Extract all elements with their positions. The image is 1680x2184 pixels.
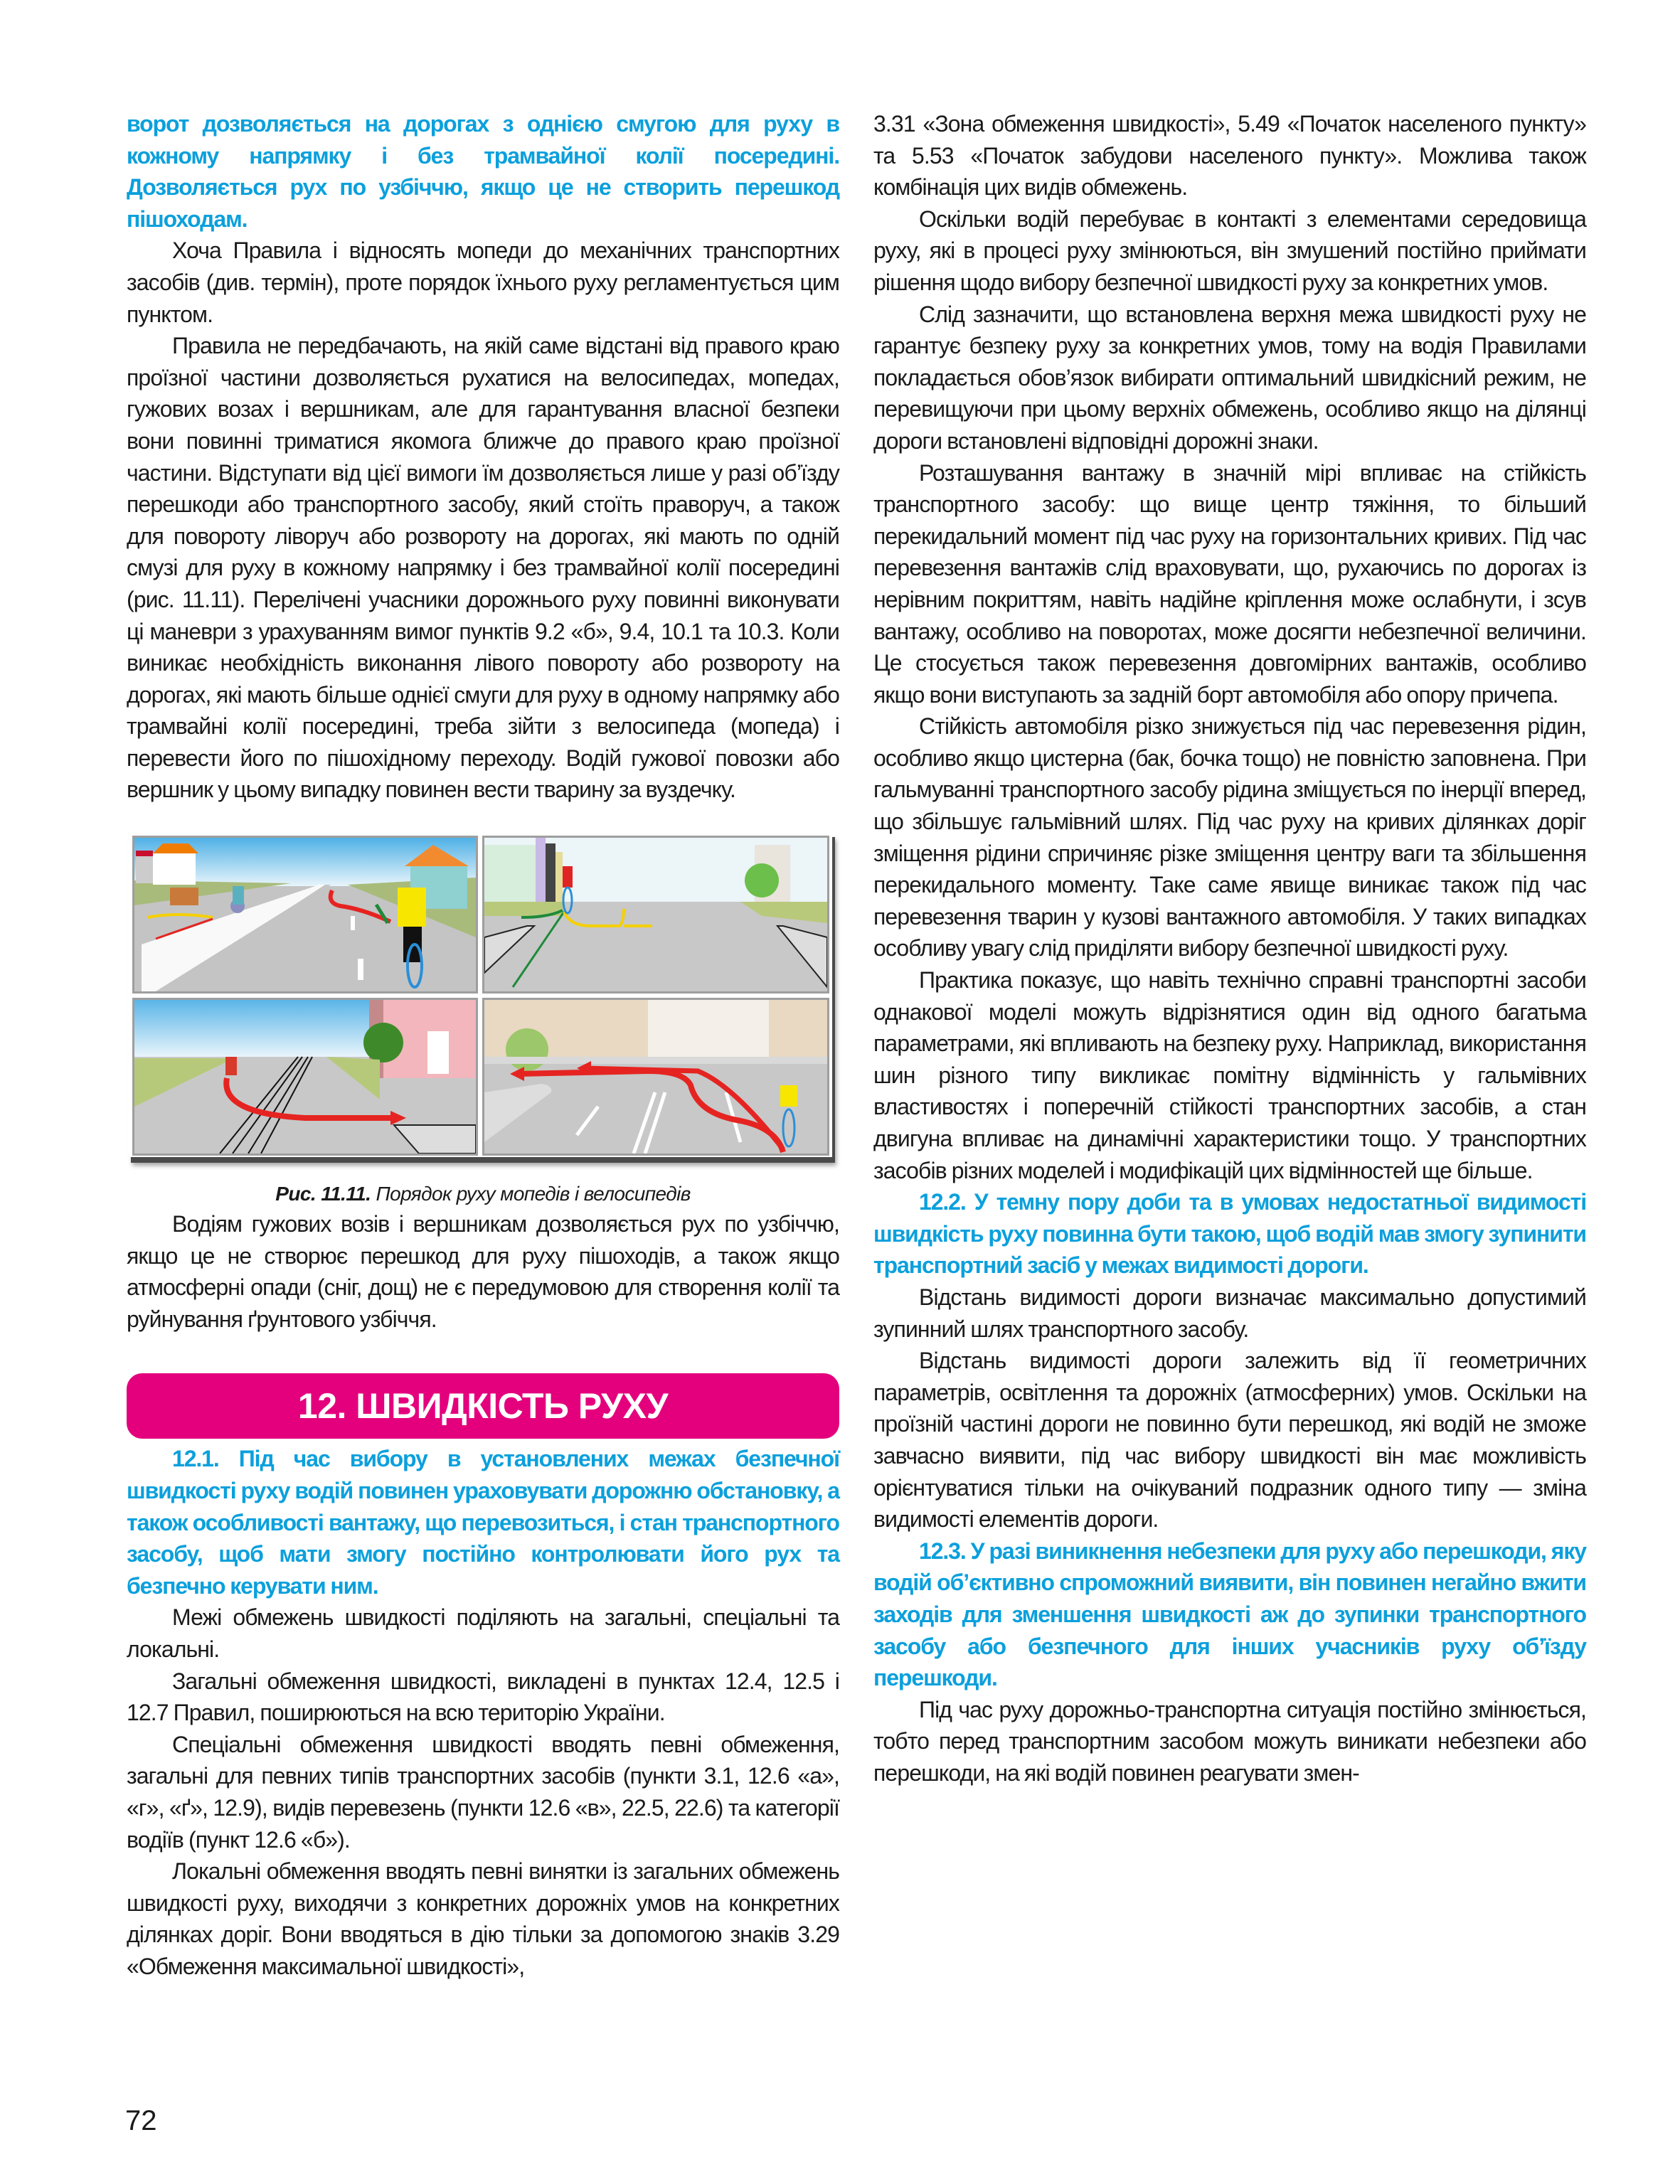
body-paragraph: Водіям гужових возів і вершникам дозволяється рух по узбіччю, якщо це не створює перешкод для руху пішоходів, а також якщо атмосферні опади (сніг, дощ) не є передумовою для створення колії та руйнування ґрунтового узбіччя. xyxy=(127,1211,839,1332)
figure-panel-multilane xyxy=(482,998,829,1156)
body-paragraph: Практика показує, що навіть технічно справні транспортні засоби однакової моделі можуть відрізнятися один від одного багатьма параметрами, які впливають на безпеку руху. Наприклад, використання шин різного типу викликає помітну відмінність у гальмівних властивостях і поперечній стійкості транспортних засобів, а стан двигуна впливає на динамічні характеристики тощо. У транспортних засобів різних моделей і модифікацій цих відмінностей ще більше. xyxy=(873,967,1586,1183)
road-scene-illustration xyxy=(134,838,476,991)
figure-panel-rural-road xyxy=(132,836,478,994)
body-paragraph: Межі обмежень швидкості поділяють на загальні, спеціальні та локальні. xyxy=(127,1604,839,1662)
section-title: 12. ШВИДКІСТЬ РУХУ xyxy=(297,1386,669,1427)
body-paragraph: Локальні обмеження вводять певні винятки із загальних обмежень швидкості руху, виходячи з конкретних дорожніх умов на конкретних ділянках доріг. Вони вводяться в дію тільки за допомогою знаків 3.29 «Обмеження максимальної швидкості», xyxy=(127,1858,839,1979)
rule-12-1: 12.1. Під час вибору в установлених межах безпечної швидкості руху водій повинен ураховувати дорожню обстановку, а також особливості вантажу, що перевозиться, і стан транспортного засобу, щоб мати змогу постійно контролювати його рух та безпечно керувати ним. xyxy=(127,1446,839,1599)
figure-frame xyxy=(128,831,832,1157)
left-column xyxy=(127,108,839,1983)
body-paragraph: Оскільки водій перебуває в контакті з елементами середовища руху, які в процесі руху змінюються, він змушений постійно приймати рішення щодо вибору безпечної швидкості руху за конкретних умов. xyxy=(873,206,1586,295)
body-paragraph-continuation: 3.31 «Зона обмеження швидкості», 5.49 «Початок населеного пункту» та 5.53 «Початок забудови населеного пункту». Можлива також комбінація цих видів обмежень. xyxy=(873,111,1586,201)
right-column xyxy=(873,108,1586,1789)
body-paragraph: Загальні обмеження швидкості, викладені в пунктах 12.4, 12.5 і 12.7 Правил, поширюються на всю територію України. xyxy=(127,1668,839,1726)
section-heading-banner xyxy=(127,1373,839,1439)
rule-text-continuation: ворот дозволяється на дорогах з однією смугою для руху в кожному напрямку і без трамвайної колії посередині. Дозволяється рух по узбіччю, якщо це не створить перешкод пішоходам. xyxy=(127,111,839,232)
tram-track-illustration xyxy=(134,1000,476,1154)
body-paragraph: Відстань видимості дороги визначає максимально допустимий зупинний шлях транспортного засобу. xyxy=(873,1284,1586,1342)
multilane-illustration xyxy=(484,1000,827,1154)
body-paragraph: Правила не передбачають, на якій саме відстані від правого краю проїзної частини дозволяється рухатися на велосипедах, мопедах, гужових возах і вершникам, але для гарантування власної безпеки вони повинні триматися якомога ближче до правого краю проїзної частини. Відступати від цієї вимоги їм дозволяється лише у разі об’їзду перешкоди або транспортного засобу, який стоїть праворуч, а також для повороту ліворуч або розвороту на дорогах, які мають по одній смузі для руху в кожному напрямку і без трамвайної колії посередині (рис. 11.11). Перелічені учасники дорожнього руху повинні виконувати ці маневри з урахуванням вимог пунктів 9.2 «б», 9.4, 10.1 та 10.3. Коли виникає необхідність виконання лівого повороту або розвороту на дорогах, які мають більше однієї смуги для руху в одному напрямку або трамвайні колії посередині, треба зійти з велосипеда (мопеда) і перевести його по пішохідному переходу. Водій гужової повозки або вершник у цьому випадку повинен вести тварину за вуздечку. xyxy=(127,333,839,803)
body-paragraph: Слід зазначити, що встановлена верхня межа швидкості руху не гарантує безпеку руху за конкретних умов, тому на водія Правилами покладається обов’язок вибирати оптимальний швидкісний режим, не перевищуючи при цьому верхніх обмежень, особливо якщо на ділянці дороги встановлені відповідні дорожні знаки. xyxy=(873,301,1586,454)
figure-panel-tram-tracks xyxy=(132,998,478,1156)
body-paragraph: Стійкість автомобіля різко знижується під час перевезення рідин, особливо якщо цистерна (бак, бочка тощо) не повністю заповнена. При гальмуванні транспортного засобу рідина зміщується по інерції вперед, що збільшує гальмівний шлях. Під час руху на кривих ділянках доріг зміщення рідини спричиняє різке зміщення центру ваги та збільшення перекидального моменту. Таке саме явище виникає також під час перевезення тварин у кузові вантажного автомобіля. У таких випадках особливу увагу слід приділяти вибору безпечної швидкості руху. xyxy=(873,713,1586,962)
body-paragraph: Під час руху дорожньо-транспортна ситуація постійно змінюється, тобто перед транспортним засобом можуть виникати небезпеки або перешкоди, на які водій повинен реагувати змен- xyxy=(873,1696,1586,1786)
page-number: 72 xyxy=(125,2105,157,2136)
figure-caption-text: Порядок руху мопедів і велосипедів xyxy=(376,1183,691,1205)
figure-panel-city-intersection xyxy=(482,836,829,994)
intersection-illustration xyxy=(484,838,827,991)
body-paragraph: Хоча Правила і відносять мопеди до механічних транспортних засобів (див. термін), проте порядок їхнього руху регламентується цим пунктом. xyxy=(127,238,839,327)
rule-12-3: 12.3. У разі виникнення небезпеки для руху або перешкоди, яку водій об’єктивно спроможний виявити, він повинен негайно вжити заходів для зменшення швидкості аж до зупинки транспортного засобу або безпечного для інших учасників руху об’їзду перешкоди. xyxy=(873,1538,1586,1691)
figure-11-11 xyxy=(128,831,839,1173)
body-paragraph: Відстань видимості дороги залежить від її геометричних параметрів, освітлення та дорожніх (атмосферних) умов. Оскільки на проїзній частині дороги не повинно бути перешкод, які водій не зможе завчасно виявити, під час вибору швидкості він має можливість орієнтуватися тільки на очікуваний подразник одного типу — зміна видимості елементів дороги. xyxy=(873,1348,1586,1533)
figure-caption xyxy=(127,1180,839,1208)
figure-caption-number: Рис. 11.11. xyxy=(275,1183,371,1205)
rule-12-2: 12.2. У темну пору доби та в умовах недостатньої видимості швидкість руху повинна бути такою, щоб водій мав змогу зупинити транспортний засіб у межах видимості дороги. xyxy=(873,1189,1586,1279)
body-paragraph: Спеціальні обмеження швидкості вводять певні обмеження, загальні для певних типів транспортних засобів (пункти 3.1, 12.6 «а», «г», «ґ», 12.9), видів перевезень (пункти 12.6 «в», 22.5, 22.6) та категорії водіїв (пункт 12.6 «б»). xyxy=(127,1731,839,1853)
body-paragraph: Розташування вантажу в значній мірі впливає на стійкість транспортного засобу: що вище центр тяжіння, то більший перекидальний момент під час руху на горизонтальних кривих. Під час перевезення вантажів слід враховувати, що, рухаючись по дорогах із нерівним покриттям, навіть надійне кріплення може ослабнути, і зсув вантажу, особливо на поворотах, може досягти небезпечної величини. Це стосується також перевезення довгомірних вантажів, особливо якщо вони виступають за задній борт автомобіля або опору причепа. xyxy=(873,459,1586,708)
